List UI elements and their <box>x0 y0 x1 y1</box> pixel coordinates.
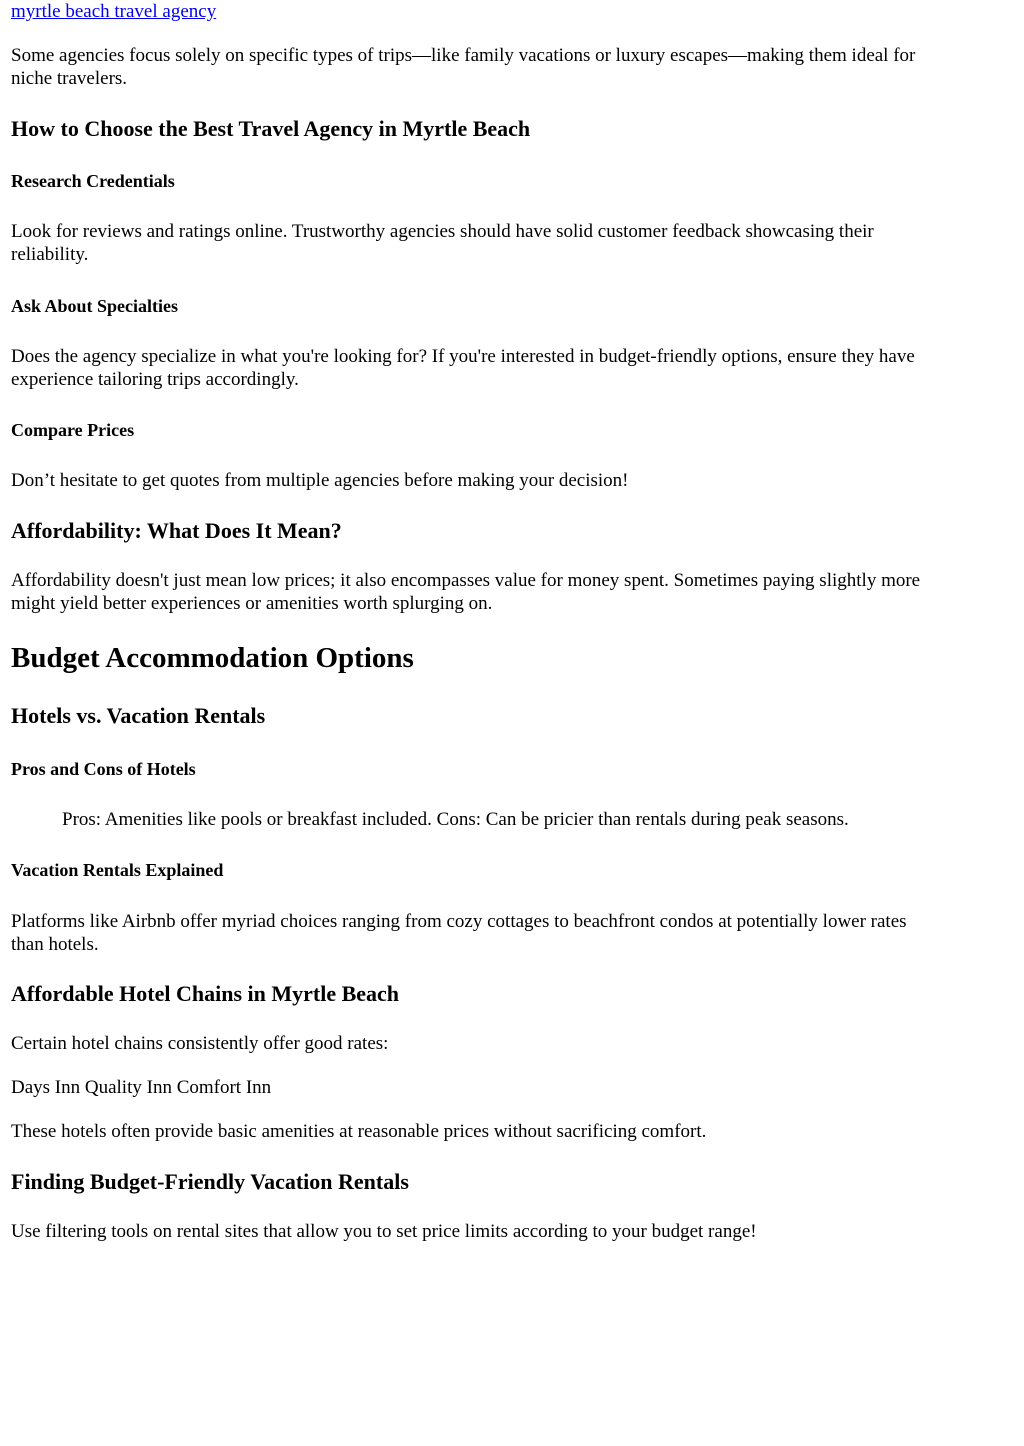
affordability-heading: Affordability: What Does It Mean? <box>11 518 342 543</box>
research-paragraph-line-2: reliability. <box>11 244 89 265</box>
specialties-paragraph-line-1: Does the agency specialize in what you're looking for? If you're interested in budget-friendly options, ensure they have <box>11 346 915 367</box>
intro-paragraph-line-2: niche travelers. <box>11 68 128 89</box>
pros-cons-hotels-text: Pros: Amenities like pools or breakfast included. Cons: Can be pricier than rentals during peak seasons. <box>62 809 849 830</box>
compare-prices-heading: Compare Prices <box>11 420 135 440</box>
hotel-chains-outro: These hotels often provide basic amenities at reasonable prices without sacrificing comfort. <box>11 1121 707 1142</box>
vacation-rentals-heading: Vacation Rentals Explained <box>11 860 224 880</box>
hotel-chains-intro: Certain hotel chains consistently offer good rates: <box>11 1033 389 1054</box>
vacation-rentals-paragraph-line-2: than hotels. <box>11 934 99 955</box>
intro-paragraph-line-1: Some agencies focus solely on specific types of trips—like family vacations or luxury escapes—making them ideal for <box>11 45 916 66</box>
affordability-paragraph-line-2: might yield better experiences or amenities worth splurging on. <box>11 593 493 614</box>
pros-cons-hotels-heading: Pros and Cons of Hotels <box>11 759 196 779</box>
ask-specialties-heading: Ask About Specialties <box>11 296 179 316</box>
specialties-paragraph-line-2: experience tailoring trips accordingly. <box>11 369 299 390</box>
compare-prices-paragraph: Don’t hesitate to get quotes from multiple agencies before making your decision! <box>11 470 629 491</box>
budget-accommodation-heading: Budget Accommodation Options <box>11 642 414 674</box>
hotel-chains-heading: Affordable Hotel Chains in Myrtle Beach <box>11 981 400 1006</box>
research-paragraph-line-1: Look for reviews and ratings online. Trustworthy agencies should have solid customer feedback showcasing their <box>11 221 874 242</box>
vacation-rentals-paragraph-line-1: Platforms like Airbnb offer myriad choices ranging from cozy cottages to beachfront condos at potentially lower rates <box>11 911 907 932</box>
choose-agency-heading: How to Choose the Best Travel Agency in Myrtle Beach <box>11 116 531 141</box>
affordability-paragraph-line-1: Affordability doesn't just mean low prices; it also encompasses value for money spent. Sometimes paying slightly more <box>11 570 921 591</box>
hotel-chains-list: Days Inn Quality Inn Comfort Inn <box>11 1077 272 1098</box>
finding-rentals-heading: Finding Budget-Friendly Vacation Rentals <box>11 1169 409 1194</box>
hotels-vs-rentals-heading: Hotels vs. Vacation Rentals <box>11 703 266 728</box>
finding-rentals-paragraph: Use filtering tools on rental sites that allow you to set price limits according to your budget range! <box>11 1221 757 1242</box>
travel-agency-link[interactable]: myrtle beach travel agency <box>11 1 217 22</box>
research-credentials-heading: Research Credentials <box>11 171 175 191</box>
